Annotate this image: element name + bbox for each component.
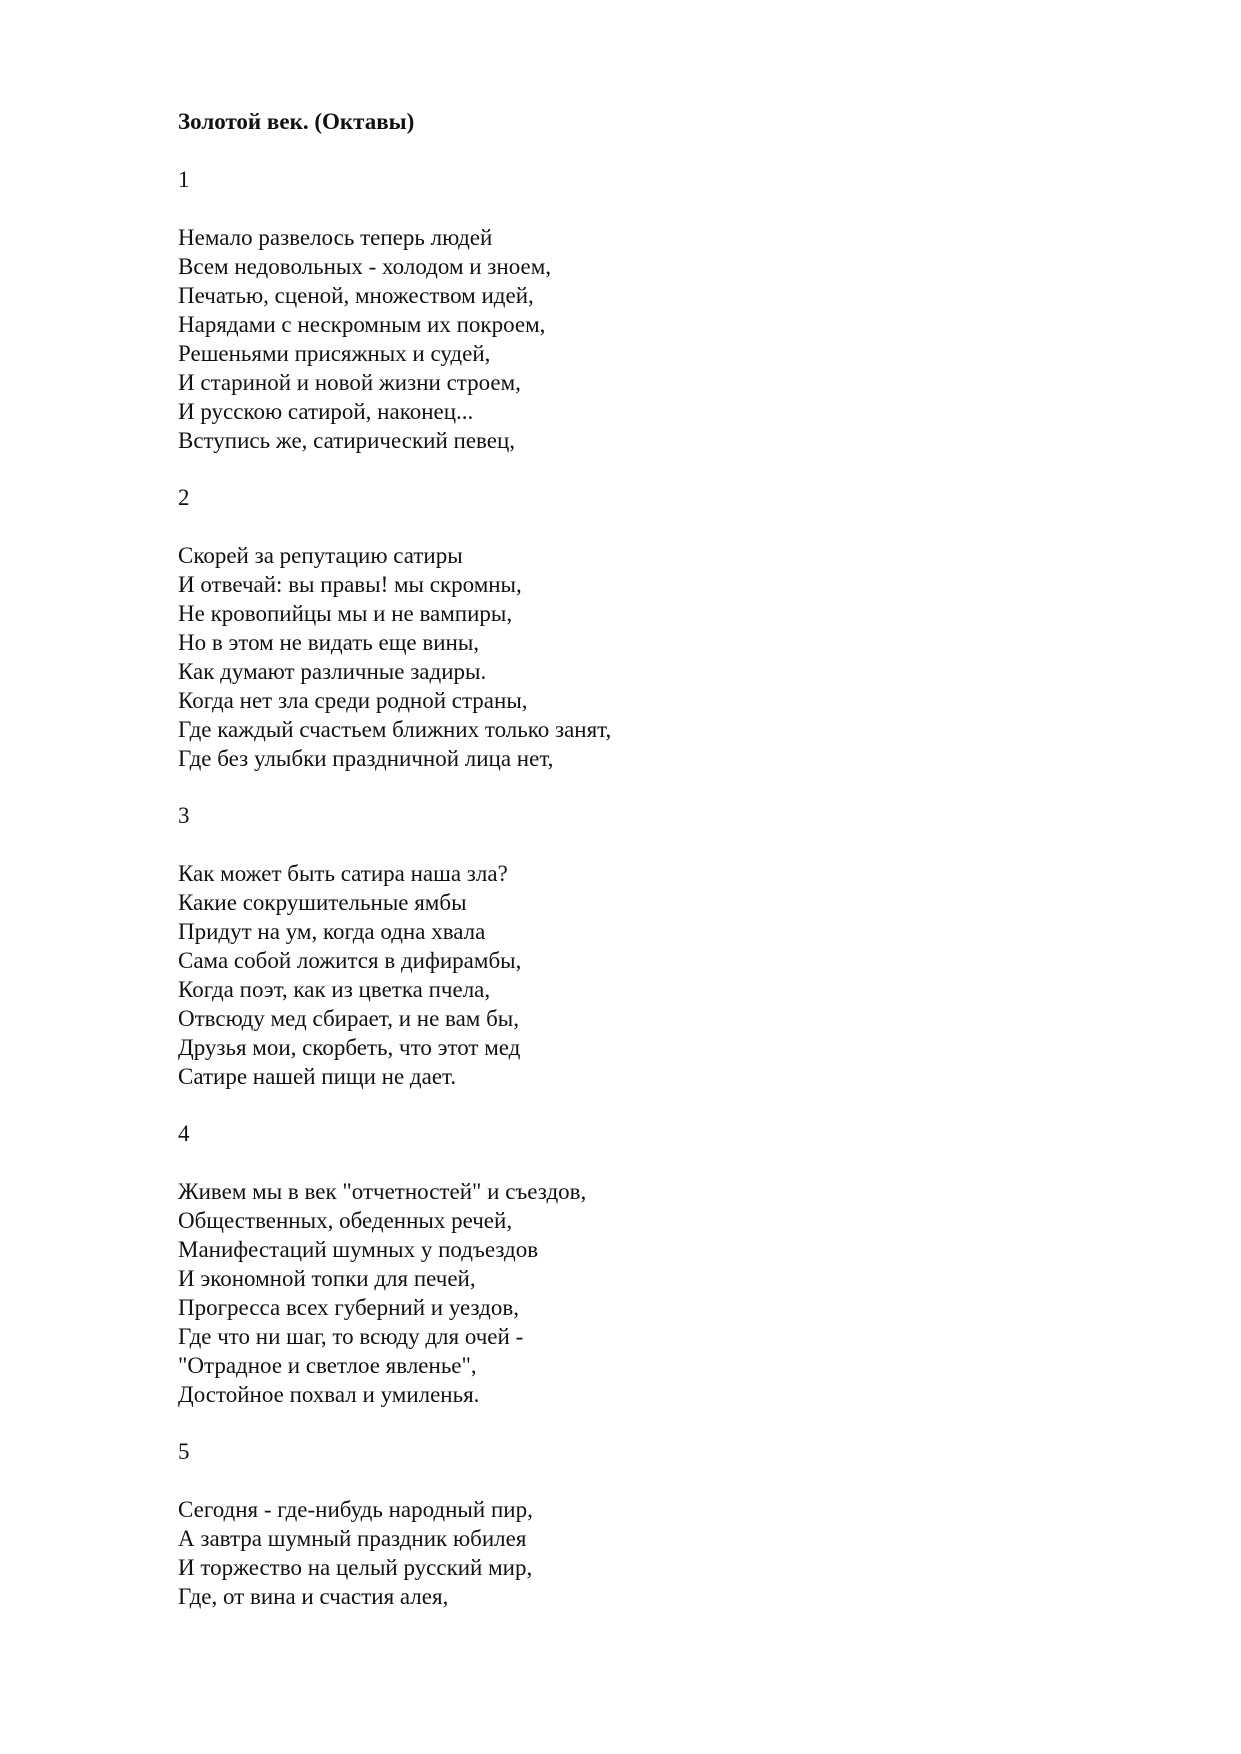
verse-line: Печатью, сценой, множеством идей, <box>178 283 534 308</box>
stanza-lines <box>178 1495 1178 1611</box>
verse-line: Отвсюду мед сбирает, и не вам бы, <box>178 1006 520 1031</box>
verse-line: Где что ни шаг, то всюду для очей - <box>178 1324 524 1349</box>
stanza-number: 4 <box>178 1121 190 1146</box>
stanza-number: 1 <box>178 167 190 192</box>
verse-line: Где каждый счастьем ближних только занят, <box>178 717 612 742</box>
verse-line: Немало развелось теперь людей <box>178 225 493 250</box>
verse-line: А завтра шумный праздник юбилея <box>178 1526 527 1551</box>
verse-line: Живем мы в век "отчетностей" и съездов, <box>178 1179 587 1204</box>
verse-line: Достойное похвал и умиленья. <box>178 1382 480 1407</box>
verse-line: Прогресса всех губерний и уездов, <box>178 1295 519 1320</box>
verse-line: Придут на ум, когда одна хвала <box>178 919 486 944</box>
verse-line: Когда нет зла среди родной страны, <box>178 688 528 713</box>
stanza-lines <box>178 1177 1178 1409</box>
verse-line: Где, от вина и счастия алея, <box>178 1584 449 1609</box>
stanza-5 <box>178 1438 1178 1611</box>
verse-line: И отвечай: вы правы! мы скромны, <box>178 572 522 597</box>
verse-line: И стариной и новой жизни строем, <box>178 370 521 395</box>
verse-line: Скорей за репутацию сатиры <box>178 543 463 568</box>
verse-line: Сатире нашей пищи не дает. <box>178 1064 457 1089</box>
verse-line: Манифестаций шумных у подъездов <box>178 1237 539 1262</box>
verse-line: Сама собой ложится в дифирамбы, <box>178 948 522 973</box>
verse-line: Нарядами с нескромным их покроем, <box>178 312 546 337</box>
stanza-2 <box>178 484 1178 773</box>
verse-line: Сегодня - где-нибудь народный пир, <box>178 1497 533 1522</box>
verse-line: Но в этом не видать еще вины, <box>178 630 480 655</box>
verse-line: "Отрадное и светлое явленье", <box>178 1353 477 1378</box>
verse-line: И русскою сатирой, наконец... <box>178 399 474 424</box>
verse-line: Вступись же, сатирический певец, <box>178 428 516 453</box>
verse-line: Решеньями присяжных и судей, <box>178 341 491 366</box>
verse-line: Когда поэт, как из цветка пчела, <box>178 977 491 1002</box>
stanza-4 <box>178 1120 1178 1409</box>
verse-line: Как может быть сатира наша зла? <box>178 861 508 886</box>
stanza-lines <box>178 859 1178 1091</box>
stanza-lines <box>178 223 1178 455</box>
stanza-number: 2 <box>178 485 190 510</box>
stanza-1 <box>178 166 1178 455</box>
stanza-number: 3 <box>178 803 190 828</box>
poem-title: Золотой век. (Октавы) <box>178 109 415 134</box>
stanza-lines <box>178 541 1178 773</box>
verse-line: Всем недовольных - холодом и зноем, <box>178 254 551 279</box>
verse-line: И экономной топки для печей, <box>178 1266 476 1291</box>
verse-line: Не кровопийцы мы и не вампиры, <box>178 601 513 626</box>
verse-line: Какие сокрушительные ямбы <box>178 890 467 915</box>
stanza-3 <box>178 802 1178 1091</box>
verse-line: Друзья мои, скорбеть, что этот мед <box>178 1035 521 1060</box>
verse-line: Где без улыбки праздничной лица нет, <box>178 746 554 771</box>
verse-line: Общественных, обеденных речей, <box>178 1208 513 1233</box>
verse-line: И торжество на целый русский мир, <box>178 1555 533 1580</box>
document-page <box>178 108 1178 1640</box>
stanza-number: 5 <box>178 1439 190 1464</box>
verse-line: Как думают различные задиры. <box>178 659 487 684</box>
